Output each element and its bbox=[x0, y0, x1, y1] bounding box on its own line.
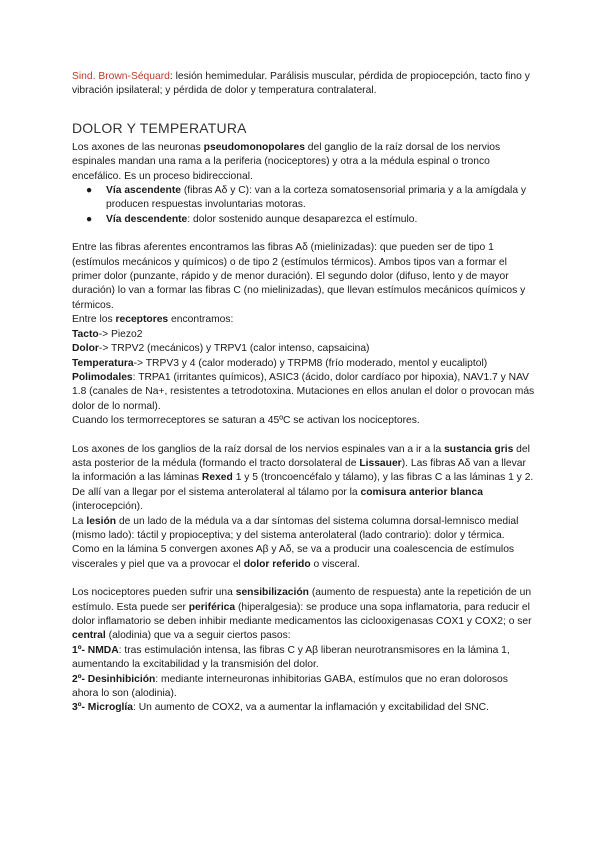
bold-run: lesión bbox=[86, 515, 117, 527]
text-run: 1 y 5 (troncoencéfalo y tálamo), y las fibras C a las láminas 1 y 2. De allí van a llegar por el sistema anterolateral al tálamo por la bbox=[72, 472, 534, 498]
brown-sequard-text: : lesión hemimedular. Parálisis muscular, pérdida de propiocepción, tacto fino y vibración ipsilateral; y pérdida de dolor y temperatura contralateral. bbox=[72, 71, 530, 97]
bold-run: central bbox=[72, 630, 106, 642]
bold-run: sustancia gris bbox=[444, 443, 514, 455]
receptor-text: : TRPA1 (irritantes químicos), ASIC3 (ácido, dolor cardíaco por hipoxia), NAV1.7 y NAV 1.8 (canales de Na+, resistentes a tetrodotoxina. Mutaciones en ellos anulan el dolor o provocan más dolor de lo normal). bbox=[72, 371, 535, 412]
spacer bbox=[72, 572, 536, 586]
intro-text-a: Los axones de las neuronas bbox=[72, 141, 204, 153]
text-run: Como en la lámina 5 convergen axones Aβ y Aδ, se va a producir una coalescencia de estímulos viscerales y piel que va a provocar el bbox=[72, 544, 515, 570]
receptor-text: -> TRPV2 (mecánicos) y TRPV1 (calor intenso, capsaicina) bbox=[98, 343, 370, 355]
bullet-icon: ● bbox=[86, 213, 93, 225]
brown-sequard-title: Sind. Brown-Séquard bbox=[72, 71, 170, 82]
bold-run: dolor referido bbox=[243, 558, 311, 570]
receptor-tacto bbox=[72, 328, 536, 342]
bold-run: Lissauer bbox=[359, 457, 402, 469]
bullet-icon: ● bbox=[86, 185, 93, 197]
ganglia-paragraph bbox=[72, 443, 536, 515]
list-item-text: (fibras Aδ y C): van a la corteza somatosensorial primaria y a la amígdala y producen respuestas involuntarias motoras. bbox=[106, 185, 527, 211]
list-item-text: : dolor sostenido aunque desaparezca el estímulo. bbox=[187, 213, 418, 225]
bold-run: comisura anterior blanca bbox=[360, 486, 483, 498]
receptors-text-a: Entre los bbox=[72, 314, 116, 326]
receptor-temperatura bbox=[72, 357, 536, 371]
step-text: : mediante interneuronas inhibitorias GABA, estímulos que no eran dolorosos ahora lo son (alodinia). bbox=[72, 673, 508, 700]
bold-run: Rexed bbox=[201, 472, 233, 484]
receptor-text: -> TRPV3 y 4 (calor moderado) y TRPM8 (frío moderado, mentol y eucaliptol) bbox=[133, 357, 488, 369]
fibers-paragraph: Entre las fibras aferentes encontramos las fibras Aδ (mielinizadas): que pueden ser de tipo 1 (estímulos mecánicos y químicos) o de tipo 2 (estímulos térmicos). Ambos tipos van a formar el primer dolor (punzante, rápido y de menor duración). El segundo dolor (difuso, lento y de mayor duración) lo van a formar las fibras C (no mielinizadas), que llevan estímulos mecánicos químicos y térmicos. bbox=[72, 242, 526, 311]
text-run: Los nociceptores pueden sufrir una bbox=[72, 587, 236, 599]
text-run: ). Las fibras Aδ van a llevar la información a las láminas bbox=[72, 457, 526, 484]
spacer bbox=[72, 429, 536, 443]
step-2 bbox=[72, 673, 536, 702]
text-run: Los axones de los ganglios de la raíz dorsal de los nervios espinales van a ir a la bbox=[72, 443, 445, 455]
pathway-list bbox=[72, 184, 536, 227]
text-run: o visceral. bbox=[310, 558, 360, 570]
text-run: (interocepción). bbox=[72, 501, 143, 513]
list-item bbox=[86, 184, 536, 213]
text-run: del asta posterior de la médula (formando el tracto dorsolateral de bbox=[72, 443, 530, 469]
intro-paragraph bbox=[72, 141, 536, 184]
receptor-dolor bbox=[72, 342, 536, 356]
text-run: La bbox=[72, 515, 87, 527]
receptors-intro bbox=[72, 313, 536, 327]
referred-pain-paragraph bbox=[72, 543, 536, 572]
step-1 bbox=[72, 644, 536, 673]
step-3 bbox=[72, 701, 536, 715]
termoreceptors-line: Cuando los termorreceptores se saturan a 45ºC se activan los nociceptores. bbox=[72, 415, 420, 427]
text-run: (aumento de respuesta) ante la repetición de un estímulo. Esta puede ser bbox=[72, 587, 532, 613]
list-item-bold: Vía descendente bbox=[106, 213, 188, 225]
text-run: (hiperalgesia): se produce una sopa inflamatoria, para reducir el dolor inflamatorio se deben inhibir mediante medicamentos las ciclooxigenasas COX1 y COX2; o ser bbox=[72, 601, 532, 627]
receptor-polimodales bbox=[72, 371, 536, 414]
step-text: : tras estimulación intensa, las fibras C y Aβ liberan neurotransmisores en la lámina 1, aumentando la excitabilidad y la transmisión del dolor. bbox=[72, 644, 510, 671]
receptor-text: -> Piezo2 bbox=[98, 328, 143, 340]
step-label: 3º- Microglía bbox=[72, 702, 133, 714]
receptor-label: Polimodales bbox=[72, 371, 133, 383]
text-run: (alodinia) que va a seguir ciertos pasos: bbox=[105, 630, 291, 642]
spacer bbox=[72, 227, 536, 241]
brown-sequard-paragraph bbox=[72, 70, 536, 99]
step-label: 1º- NMDA bbox=[72, 644, 119, 656]
bold-run: sensibilización bbox=[235, 587, 309, 599]
list-item bbox=[86, 213, 536, 227]
lesion-paragraph bbox=[72, 515, 536, 544]
sensitization-paragraph bbox=[72, 586, 536, 644]
receptors-bold: receptores bbox=[115, 314, 169, 326]
text-run: de un lado de la médula va a dar síntomas del sistema columna dorsal-lemnisco medial (mismo lado): táctil y propioceptiva; y del sistema anterolateral (lado contrario): dolor y térmica. bbox=[72, 515, 519, 541]
list-item-bold: Vía ascendente bbox=[106, 185, 181, 197]
bold-run: periférica bbox=[188, 601, 236, 613]
step-label: 2º- Desinhibición bbox=[72, 673, 156, 685]
intro-text-c: del ganglio de la raíz dorsal de los nervios espinales mandan una rama a la periferia (nociceptores) y otra a la médula espinal o tronco encefálico. Es un proceso bidireccional. bbox=[72, 141, 501, 182]
receptor-label: Dolor bbox=[72, 343, 99, 355]
intro-bold: pseudomonopolares bbox=[203, 141, 305, 153]
receptors-text-c: encontramos: bbox=[168, 314, 234, 326]
step-text: : Un aumento de COX2, va a aumentar la inflamación y excitabilidad del SNC. bbox=[132, 702, 489, 714]
receptor-label: Temperatura bbox=[72, 357, 134, 369]
section-heading: DOLOR Y TEMPERATURA bbox=[72, 119, 247, 136]
receptor-label: Tacto bbox=[72, 328, 99, 340]
